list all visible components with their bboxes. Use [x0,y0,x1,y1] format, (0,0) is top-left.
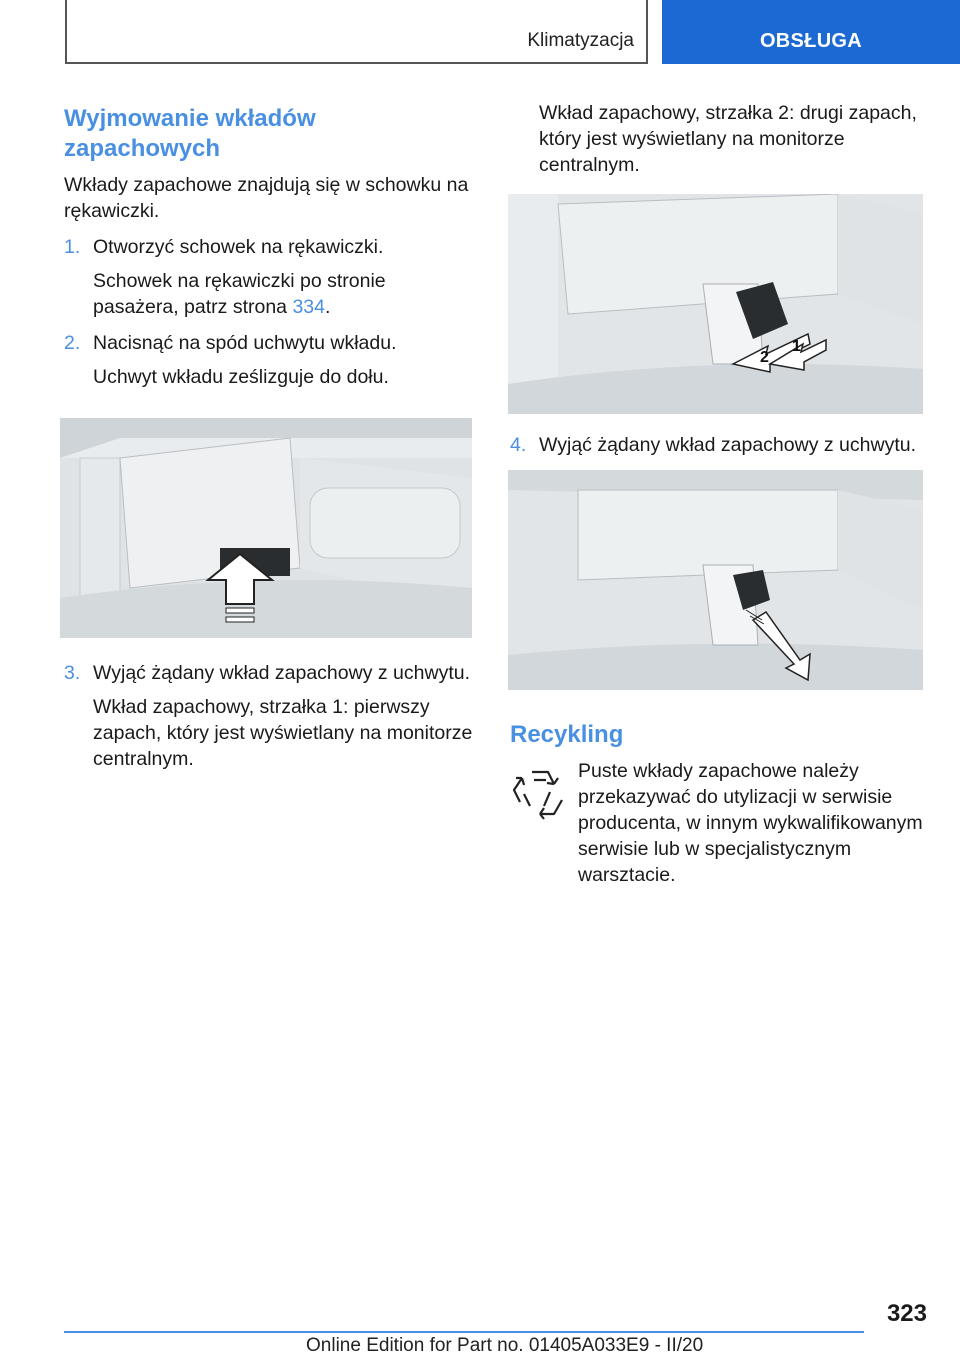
step-text: Otworzyć schowek na rękawiczki. [93,236,384,258]
step-1 [64,234,476,260]
header-section-box [65,0,648,64]
arrow-label-2: 2 [760,349,769,366]
section-title-recycling: Recykling [510,721,624,748]
step-1-detail [93,268,476,320]
header-section-title: Klimatyzacja [527,30,634,51]
step-3-detail-continued: Wkład zapachowy, strzałka 2: drugi zapach, który jest wyświetlany na monitorze centralnym. [539,102,917,176]
header-chapter-tab[interactable]: OBSŁUGA [662,0,960,64]
page-link[interactable]: 334 [292,296,325,318]
step-3 [64,660,476,686]
recycling-text: Puste wkłady zapachowe należy przekazywać do utylizacji w serwisie producenta, w innym wykwalifikowanym serwisie lub w specjalistycznym warsztacie. [578,760,923,886]
footer-divider [64,1331,864,1333]
arrow-label-1: 1 [792,338,801,355]
recycling-block [510,758,925,888]
step-text: Wyjąć żądany wkład zapachowy z uchwytu. [539,434,916,456]
step-1-detail-text: Schowek na rękawiczki po stronie pasażera, patrz strona [93,270,386,318]
left-column [64,104,476,782]
page-number: 323 [886,1300,927,1327]
step-2 [64,330,476,356]
glovebox-press-photo [60,418,472,638]
right-column [510,100,925,888]
step-text: Wyjąć żądany wkład zapachowy z uchwytu. [93,662,470,684]
step-number: 2. [64,332,81,354]
step-1-detail-end: . [324,296,331,318]
step-number: 3. [64,662,81,684]
step-number: 4. [510,434,527,456]
step-number: 1. [64,236,81,258]
fragrance-remove-photo [508,470,923,690]
step-2-detail: Uchwyt wkładu ześlizguje do dołu. [93,366,389,388]
step-text: Nacisnąć na spód uchwytu wkładu. [93,332,397,354]
step-3-detail: Wkład zapachowy, strzałka 1: pierwszy zapach, który jest wyświetlany na monitorze centralnym. [93,696,473,770]
intro-text: Wkłady zapachowe znajdują się w schowku na rękawiczki. [64,174,469,222]
step-4 [510,432,925,458]
section-title-fragrance: Wyjmowanie wkładów zapachowych [64,105,316,162]
recycle-icon [510,762,570,822]
edition-info: Online Edition for Part no. 01405A033E9 - II/20 [306,1335,704,1356]
fragrance-arrow-photo [508,194,923,414]
